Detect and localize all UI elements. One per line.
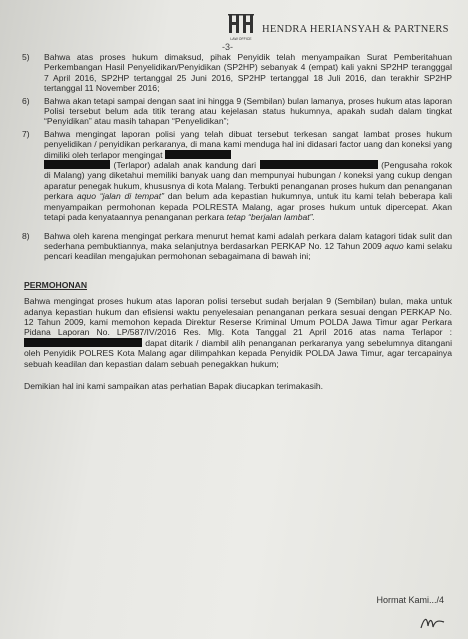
point-text: Bahwa akan tetapi sampai dengan saat ini hingga 9 (Sembilan) bulan lamanya, proses hukum atas laporan Polisi tersebut belum ada titik terang atau kejelasan status hukumnya, apakah sudah dalam tingkat “Penyidikan” atau masih tahapan “Penyelidikan”;	[44, 95, 452, 127]
point-5	[22, 52, 452, 94]
firm-name: HENDRA HERIANSYAH & PARTNERS	[262, 24, 449, 35]
permohonan-heading: PERMOHONAN	[24, 279, 88, 290]
law-office-logo	[226, 12, 256, 42]
document-body	[22, 52, 452, 391]
svg-text:LAW OFFICE: LAW OFFICE	[230, 37, 252, 41]
redaction-bar	[44, 160, 110, 169]
point-6	[22, 96, 452, 127]
point-number: 6)	[22, 95, 30, 106]
point-number: 8)	[22, 230, 30, 241]
point-number: 7)	[22, 128, 30, 139]
page-number: -3-	[222, 42, 233, 52]
redaction-bar	[24, 338, 142, 347]
hormat-kami: Hormat Kami.../4	[376, 595, 444, 605]
redaction-bar	[260, 160, 378, 169]
point-8	[22, 231, 452, 262]
closing-line: Demikian hal ini kami sampaikan atas perhatian Bapak diucapkan terimakasih.	[24, 380, 324, 391]
point-text: Bahwa mengingat laporan polisi yang telah dibuat tersebut terkesan sangat lambat proses hukum penyelidikan / penyidikan perkaranya, di mana kami menduga hal ini didasari factor uang dan koneksi yang dimiliki oleh terlapor mengingat (Terlapor) adalah anak kandung dari (Pengusaha rokok di Malang) yang diketahui memiliki banyak uang dan mempunyai hubungan / koneksi yang cukup dengan aparatur penegak hukum, khususnya di kota Malang. Terbukti penanganan proses hukum dan penanganan perkara aquo “jalan di tempat” dan belum ada kepastian hukumnya, untuk itu kami telah beberapa kali menyampaikan permohonan kepada POLRESTA Malang, agar proses hukum untuk dipercepat. Akan tetapi pada kenyataannya penanganan perkara tetap “berjalan lambat”.	[44, 128, 453, 223]
letterhead	[0, 8, 468, 48]
point-text: Bahwa oleh karena mengingat perkara menurut hemat kami adalah perkara dalam katagori tidak sulit dan sederhana pembuktiannya, maka selanjutnya berdasarkan PERKAP No. 12 Tahun 2009 aquo kami selaku pencari keadilan mengajukan permohonan sebagaimana di bawah ini;	[44, 230, 453, 262]
point-number: 5)	[22, 52, 30, 62]
permohonan-paragraph: Bahwa mengingat proses hukum atas laporan polisi tersebut sudah berjalan 9 (Sembilan) bulan, maka untuk adanya kepastian hukum dan efisiensi waktu penyelesaian penanganan perkara sesuai dengan PERKAP No. 12 Tahun 2009, kami memohon kepada Direktur Reserse Kriminal Umum POLDA Jawa Timur agar Perkara Pidana Laporan No. LP/587/IV/2016 Res. Mlg. Kota Tanggal 21 April 2016 atas nama Terlapor : dapat ditarik / diambil alih penanganan perkaranya yang sebelumnya ditangani oleh Penyidik POLRES Kota Malang agar dilimpahkan kepada Penyidik POLDA Jawa Timur, agar tercapainya sebuah keadilan dan kepastian dalam sebuah penegakkan hukum;	[24, 296, 452, 369]
point-7	[22, 129, 452, 223]
redaction-bar	[165, 150, 231, 159]
signature-mark	[418, 612, 448, 632]
point-text: Bahwa atas proses hukum dimaksud, pihak Penyidik telah menyampaikan Surat Pemberitahuan Perkembangan Hasil Penyelidikan/Penyidikan (SP2HP) sebanyak 4 (empat) kali yakni SP2HP terangggal 7 April 2016, SP2HP tertanggal 25 Juni 2016, SP2HP tertanggal 18 Juli 2016, dan terakhir SP2HP tertanggal 11 November 2016;	[44, 52, 452, 94]
